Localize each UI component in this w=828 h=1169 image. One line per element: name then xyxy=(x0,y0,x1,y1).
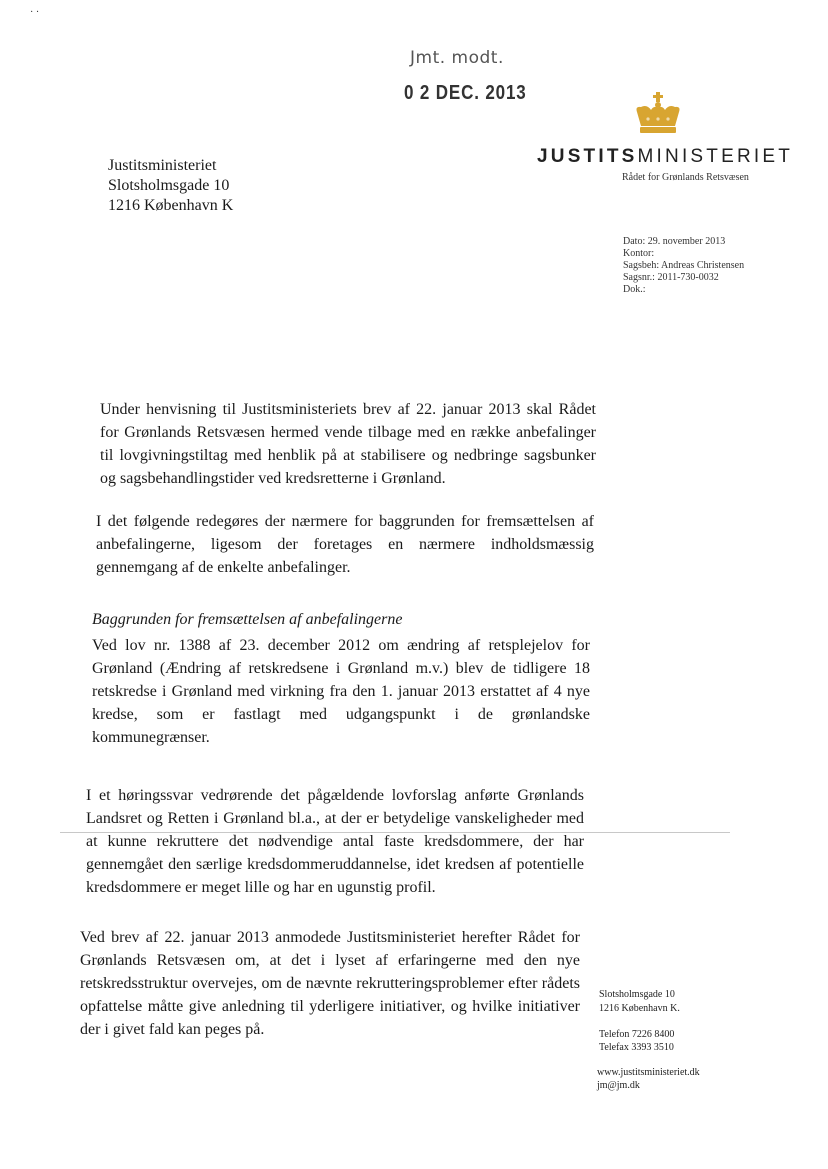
footer-telefax: Telefax 3393 3510 xyxy=(599,1042,674,1053)
ministry-logo-text xyxy=(537,146,793,168)
footer-website: www.justitsministeriet.dk xyxy=(597,1067,700,1078)
meta-case-number: Sagsnr.: 2011-730-0032 xyxy=(623,272,719,283)
footer-city: 1216 København K. xyxy=(599,1003,680,1014)
footer-telefon: Telefon 7226 8400 xyxy=(599,1029,675,1040)
paragraph-law-change: Ved lov nr. 1388 af 23. december 2012 om ændring af retsplejelov for Grønland (Ændring af retskredsene i Grønland m.v.) blev de tidligere 18 retskredse i Grønland med virkning fra den 1. januar 2013 erstattet af 4 nye kredse, som er fastlagt med udgangspunkt i de grønlandske kommunegrænser. xyxy=(92,637,590,746)
letter-metadata xyxy=(623,236,744,296)
logo-light-part: MINISTERIET xyxy=(637,146,794,167)
recipient-address xyxy=(108,156,233,216)
footer-web-block xyxy=(597,1066,700,1092)
recipient-name: Justitsministeriet xyxy=(108,157,217,174)
recipient-city: 1216 København K xyxy=(108,197,234,214)
section-heading: Baggrunden for fremsættelsen af anbefalingerne xyxy=(92,611,403,628)
received-stamp-label: Jmt. modt. xyxy=(410,48,504,68)
recipient-street: Slotsholmsgade 10 xyxy=(108,177,230,194)
footer-phone-block xyxy=(599,1028,674,1054)
scan-specks: · · xyxy=(30,7,40,18)
crown-logo-icon xyxy=(631,92,685,136)
paragraph-hearing-response: I et høringssvar vedrørende det pågældende lovforslag anførte Grønlands Landsret og Retten i Grønland bl.a., at der er betydelige vanskeligheder med at kunne rekruttere det nødvendige antal faste kredsdommere, der har gennemgået den særlige kredsdommeruddannelse, idet kredsen af potentielle kredsdommere er meget lille og har en ugunstig profil. xyxy=(86,787,584,896)
logo-bold-part: JUSTITS xyxy=(537,146,638,167)
footer-street: Slotsholmsgade 10 xyxy=(599,989,675,1000)
footer-address xyxy=(599,988,680,1016)
paragraph-intro: Under henvisning til Justitsministeriets brev af 22. januar 2013 skal Rådet for Grønlands Retsvæsen hermed vende tilbage med en række anbefalinger til lovgivningstiltag med henblik på at stabilisere og nedbringe sagsbunker og sagsbehandlingstider ved kredsretterne i Grønland. xyxy=(100,401,596,487)
meta-document: Dok.: xyxy=(623,284,646,295)
footer-email: jm@jm.dk xyxy=(597,1080,640,1091)
meta-date: Dato: 29. november 2013 xyxy=(623,236,726,247)
meta-office: Kontor: xyxy=(623,248,655,259)
logo-subtitle: Rådet for Grønlands Retsvæsen xyxy=(622,172,749,183)
paragraph-overview: I det følgende redegøres der nærmere for baggrunden for fremsættelsen af anbefalingerne, ligesom der foretages en nærmere indholdsmæssig gennemgang af de enkelte anbefalinger. xyxy=(96,513,594,576)
meta-case-officer: Sagsbeh: Andreas Christensen xyxy=(623,260,745,271)
received-stamp-date: 0 2 DEC. 2013 xyxy=(404,82,527,104)
paragraph-request: Ved brev af 22. januar 2013 anmodede Justitsministeriet herefter Rådet for Grønlands Retsvæsen om, at det i lyset af erfaringerne med den nye retskredsstruktur overvejes, om de nævnte rekrutteringsproblemer efter rådets opfattelse måtte give anledning til yderligere initiativer, og hvilke initiativer der i givet fald kan peges på. xyxy=(80,929,580,1038)
